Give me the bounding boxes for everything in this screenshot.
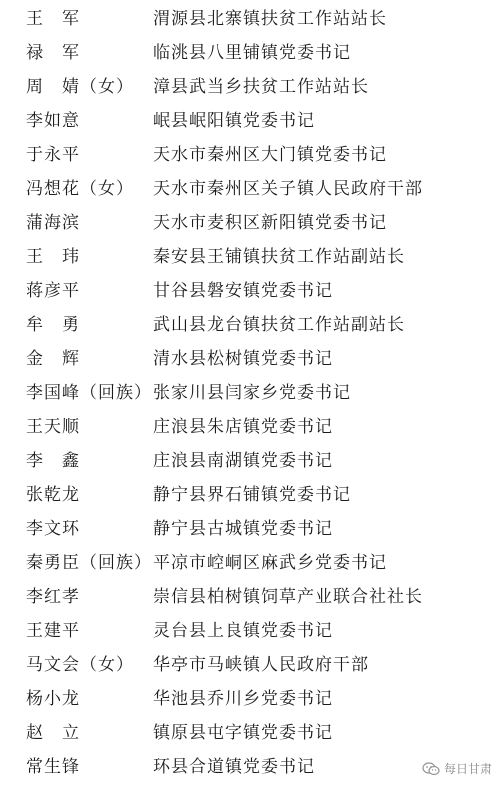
- list-item: [0, 512, 504, 546]
- person-position: 天水市秦州区大门镇党委书记: [153, 145, 387, 165]
- person-position: 庄浪县南湖镇党委书记: [153, 451, 333, 471]
- person-name: 常生锋: [26, 757, 80, 777]
- watermark: [422, 760, 492, 777]
- person-position: 天水市麦积区新阳镇党委书记: [153, 213, 387, 233]
- person-name: 蒋彦平: [26, 281, 80, 301]
- person-position: 渭源县北寨镇扶贫工作站站长: [153, 9, 387, 29]
- wechat-icon: [422, 762, 440, 776]
- list-item: [0, 546, 504, 580]
- list-item: [0, 716, 504, 750]
- person-name: 李红孝: [26, 587, 80, 607]
- person-position: 华池县乔川乡党委书记: [153, 689, 333, 709]
- list-item: [0, 172, 504, 206]
- list-item: [0, 648, 504, 682]
- person-position: 平凉市崆峒区麻武乡党委书记: [153, 553, 387, 573]
- person-name: 李文环: [26, 519, 80, 539]
- list-item: [0, 138, 504, 172]
- person-name: 王 军: [26, 9, 80, 29]
- list-item: [0, 206, 504, 240]
- person-position: 秦安县王铺镇扶贫工作站副站长: [153, 247, 405, 267]
- list-item: [0, 444, 504, 478]
- list-item: [0, 682, 504, 716]
- person-name: 王天顺: [26, 417, 80, 437]
- person-name: 蒲海滨: [26, 213, 80, 233]
- person-position: 甘谷县磐安镇党委书记: [153, 281, 333, 301]
- list-item: [0, 376, 504, 410]
- person-position: 武山县龙台镇扶贫工作站副站长: [153, 315, 405, 335]
- person-name: 李如意: [26, 111, 80, 131]
- watermark-text: 每日甘肃: [443, 762, 492, 776]
- person-name: 李 鑫: [26, 451, 80, 471]
- list-item: [0, 70, 504, 104]
- person-position: 张家川县闫家乡党委书记: [153, 383, 351, 403]
- person-position: 临洮县八里铺镇党委书记: [153, 43, 351, 63]
- list-item: [0, 240, 504, 274]
- person-position: 天水市秦州区关子镇人民政府干部: [153, 179, 423, 199]
- person-position: 岷县岷阳镇党委书记: [153, 111, 315, 131]
- person-position: 镇原县屯字镇党委书记: [153, 723, 333, 743]
- person-position: 环县合道镇党委书记: [153, 757, 315, 777]
- person-name: 赵 立: [26, 723, 80, 743]
- list-item: [0, 478, 504, 512]
- person-name: 杨小龙: [26, 689, 80, 709]
- list-item: [0, 580, 504, 614]
- person-name: 张乾龙: [26, 485, 80, 505]
- person-position: 灵台县上良镇党委书记: [153, 621, 333, 641]
- person-position: 静宁县古城镇党委书记: [153, 519, 333, 539]
- list-item: [0, 614, 504, 648]
- person-name: 牟 勇: [26, 315, 80, 335]
- list-item: [0, 2, 504, 36]
- name-list: [0, 2, 504, 784]
- person-name: 李国峰（回族）: [26, 383, 152, 403]
- person-position: 庄浪县朱店镇党委书记: [153, 417, 333, 437]
- person-position: 崇信县柏树镇饲草产业联合社社长: [153, 587, 423, 607]
- person-name: 秦勇臣（回族）: [26, 553, 152, 573]
- list-item: [0, 274, 504, 308]
- person-name: 于永平: [26, 145, 80, 165]
- person-name: 周 婧（女）: [26, 77, 134, 97]
- list-item: [0, 308, 504, 342]
- person-position: 华亭市马峡镇人民政府干部: [153, 655, 369, 675]
- person-position: 静宁县界石铺镇党委书记: [153, 485, 351, 505]
- list-item: [0, 410, 504, 444]
- person-name: 马文会（女）: [26, 655, 134, 675]
- list-item: [0, 104, 504, 138]
- person-name: 禄 军: [26, 43, 80, 63]
- list-item: [0, 36, 504, 70]
- person-name: 金 辉: [26, 349, 80, 369]
- person-name: 冯想花（女）: [26, 179, 134, 199]
- list-item: [0, 342, 504, 376]
- person-name: 王 玮: [26, 247, 80, 267]
- person-name: 王建平: [26, 621, 80, 641]
- person-position: 清水县松树镇党委书记: [153, 349, 333, 369]
- person-position: 漳县武当乡扶贫工作站站长: [153, 77, 369, 97]
